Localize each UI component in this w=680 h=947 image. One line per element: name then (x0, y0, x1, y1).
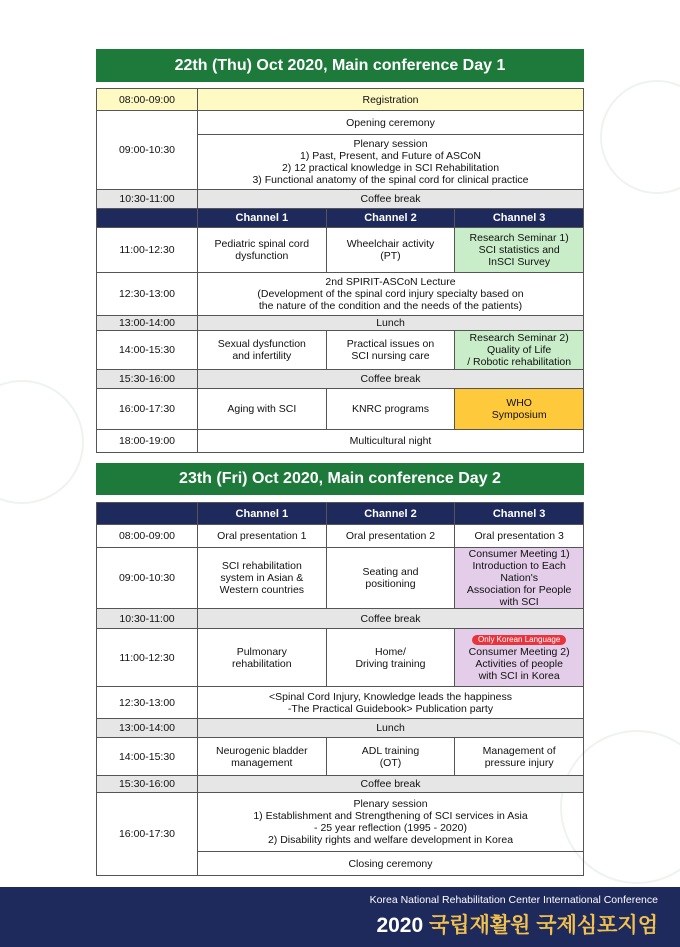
cell-line: Plenary session (353, 798, 428, 810)
plenary-session-cell (198, 793, 584, 852)
cell-line: Consumer Meeting 1) (468, 548, 570, 560)
korean-language-badge: Only Korean Language (472, 635, 566, 645)
table-row (97, 687, 584, 719)
session-cell (198, 331, 327, 370)
cell-line: Wheelchair activity (346, 238, 435, 250)
cell-line: management (231, 756, 293, 769)
table-row (97, 430, 584, 453)
cell-line: system in Asian & (220, 572, 304, 584)
cell-line: Management of (482, 744, 556, 757)
table-row (97, 331, 584, 370)
time-cell: 18:00-19:00 (97, 430, 198, 453)
channel-1-header: Channel 1 (198, 209, 327, 228)
footer-banner (0, 887, 680, 947)
coffee-break-cell: Coffee break (198, 370, 584, 389)
time-cell: 14:00-15:30 (97, 738, 198, 776)
cell-line: Driving training (355, 657, 426, 670)
session-cell (326, 738, 455, 776)
footer-year: 2020 (376, 914, 424, 937)
coffee-break-cell: Coffee break (198, 190, 584, 209)
time-cell: 09:00-10:30 (97, 548, 198, 609)
time-cell: 16:00-17:30 (97, 793, 198, 876)
session-cell (198, 738, 327, 776)
time-cell: 14:00-15:30 (97, 331, 198, 370)
cell-line: 3) Functional anatomy of the spinal cord for clinical practice (252, 174, 529, 186)
time-cell: 13:00-14:00 (97, 316, 198, 331)
channel-1-header: Channel 1 (198, 503, 327, 525)
coffee-break-cell: Coffee break (198, 776, 584, 793)
channel-3-header: Channel 3 (455, 503, 584, 525)
time-cell: 16:00-17:30 (97, 389, 198, 430)
cell-line: Western countries (219, 584, 305, 596)
table-row (97, 525, 584, 548)
session-cell (198, 629, 327, 687)
cell-line: 1) Past, Present, and Future of ASCoN (300, 150, 481, 162)
footer-korean-name: 국립재활원 국제심포지엄 (429, 914, 658, 937)
channel-header-blank (97, 503, 198, 525)
cell-line: dysfunction (235, 250, 289, 262)
table-row (97, 389, 584, 430)
session-cell: Aging with SCI (198, 389, 327, 430)
time-cell: 11:00-12:30 (97, 228, 198, 273)
session-cell: Oral presentation 1 (198, 525, 327, 548)
session-cell (326, 228, 455, 273)
cell-line: 2) 12 practical knowledge in SCI Rehabilitation (281, 162, 500, 174)
table-row (97, 190, 584, 209)
channel-2-header: Channel 2 (326, 209, 455, 228)
table-row (97, 111, 584, 135)
table-row (97, 793, 584, 852)
lecture-cell (198, 273, 584, 316)
table-row (97, 89, 584, 111)
cell-line: Pediatric spinal cord (214, 238, 310, 250)
research-seminar-1-cell (455, 228, 584, 273)
time-cell: 08:00-09:00 (97, 89, 198, 111)
background-flower-left (0, 380, 84, 504)
cell-line: Association for People with SCI (466, 584, 572, 608)
session-cell (326, 331, 455, 370)
consumer-meeting-2-cell (455, 629, 584, 687)
table-row (97, 629, 584, 687)
lunch-cell: Lunch (198, 316, 584, 331)
cell-line: Consumer Meeting 2) (468, 646, 570, 658)
cell-line: Research Seminar 1) (469, 232, 569, 244)
session-cell (326, 548, 455, 609)
cell-line: Sexual dysfunction (217, 338, 306, 350)
channel-3-header: Channel 3 (455, 209, 584, 228)
table-row (97, 719, 584, 738)
cell-line: Research Seminar 2) (469, 332, 569, 344)
registration-cell: Registration (198, 89, 584, 111)
table-row (97, 316, 584, 331)
cell-line: with SCI in Korea (478, 670, 560, 682)
cell-line: SCI nursing care (351, 350, 430, 362)
session-cell (198, 228, 327, 273)
plenary-session-cell (198, 135, 584, 190)
session-cell (326, 629, 455, 687)
cell-line: SCI rehabilitation (221, 560, 302, 572)
cell-line: Practical issues on (346, 338, 435, 350)
time-cell: 15:30-16:00 (97, 370, 198, 389)
cell-line: 2) Disability rights and welfare development in Korea (267, 834, 514, 846)
table-row (97, 370, 584, 389)
session-cell: Oral presentation 2 (326, 525, 455, 548)
time-cell: 09:00-10:30 (97, 111, 198, 190)
consumer-meeting-1-cell (455, 548, 584, 609)
table-row (97, 738, 584, 776)
cell-line: positioning (365, 578, 416, 590)
cell-line: Introduction to Each Nation's (472, 560, 566, 584)
cell-line: Symposium (491, 409, 547, 421)
cell-line: Seating and (362, 566, 419, 578)
who-symposium-cell (455, 389, 584, 430)
day2-header: 23th (Fri) Oct 2020, Main conference Day 2 (96, 463, 584, 495)
session-cell (198, 548, 327, 609)
time-cell: 13:00-14:00 (97, 719, 198, 738)
table-row (97, 273, 584, 316)
table-row (97, 609, 584, 629)
cell-line: (PT) (380, 250, 401, 262)
cell-line: 1) Establishment and Strengthening of SCI services in Asia (253, 810, 528, 822)
cell-line: 2nd SPIRIT-ASCoN Lecture (325, 276, 456, 288)
time-cell: 10:30-11:00 (97, 609, 198, 629)
table-row (97, 548, 584, 609)
cell-line: Quality of Life (487, 344, 552, 356)
cell-line: -The Practical Guidebook> Publication party (287, 702, 494, 715)
time-cell: 12:30-13:00 (97, 273, 198, 316)
time-cell: 15:30-16:00 (97, 776, 198, 793)
time-cell: 11:00-12:30 (97, 629, 198, 687)
background-circle-right-top (600, 80, 680, 194)
publication-party-cell (198, 687, 584, 719)
channel-header-blank (97, 209, 198, 228)
channel-header-row (97, 209, 584, 228)
closing-ceremony-cell: Closing ceremony (198, 852, 584, 876)
cell-line: Pulmonary (236, 645, 287, 658)
cell-line: and infertility (232, 350, 292, 362)
table-row (97, 776, 584, 793)
cell-line: pressure injury (484, 756, 554, 769)
cell-line: Activities of people (475, 658, 563, 670)
coffee-break-cell: Coffee break (198, 609, 584, 629)
opening-ceremony-cell: Opening ceremony (198, 111, 584, 135)
session-cell: KNRC programs (326, 389, 455, 430)
cell-line: <Spinal Cord Injury, Knowledge leads the happiness (269, 690, 512, 703)
footer-english-title: Korea National Rehabilitation Center International Conference (369, 894, 658, 906)
time-cell: 10:30-11:00 (97, 190, 198, 209)
cell-line: / Robotic rehabilitation (467, 356, 572, 368)
cell-line: InSCI Survey (488, 256, 551, 268)
multicultural-night-cell: Multicultural night (198, 430, 584, 453)
time-cell: 12:30-13:00 (97, 687, 198, 719)
table-row (97, 228, 584, 273)
cell-line: - 25 year reflection (1995 - 2020) (314, 822, 467, 834)
day1-header: 22th (Thu) Oct 2020, Main conference Day 1 (96, 49, 584, 82)
cell-line: ADL training (361, 744, 420, 757)
cell-line: rehabilitation (232, 657, 292, 670)
lunch-cell: Lunch (198, 719, 584, 738)
cell-line: Plenary session (353, 138, 428, 150)
cell-line: the nature of the condition and the needs of the patients) (258, 300, 523, 312)
session-cell (455, 738, 584, 776)
time-cell: 08:00-09:00 (97, 525, 198, 548)
session-cell: Oral presentation 3 (455, 525, 584, 548)
channel-header-row (97, 503, 584, 525)
day2-schedule-table (96, 502, 584, 876)
footer-korean-title (376, 909, 658, 939)
cell-line: Home/ (375, 645, 406, 658)
channel-2-header: Channel 2 (326, 503, 455, 525)
cell-line: SCI statistics and (478, 244, 560, 256)
research-seminar-2-cell (455, 331, 584, 370)
day1-schedule-table (96, 88, 584, 453)
cell-line: (OT) (379, 756, 402, 769)
cell-line: (Development of the spinal cord injury specialty based on (257, 288, 524, 300)
cell-line: WHO (506, 397, 532, 409)
cell-line: Neurogenic bladder (216, 744, 308, 757)
